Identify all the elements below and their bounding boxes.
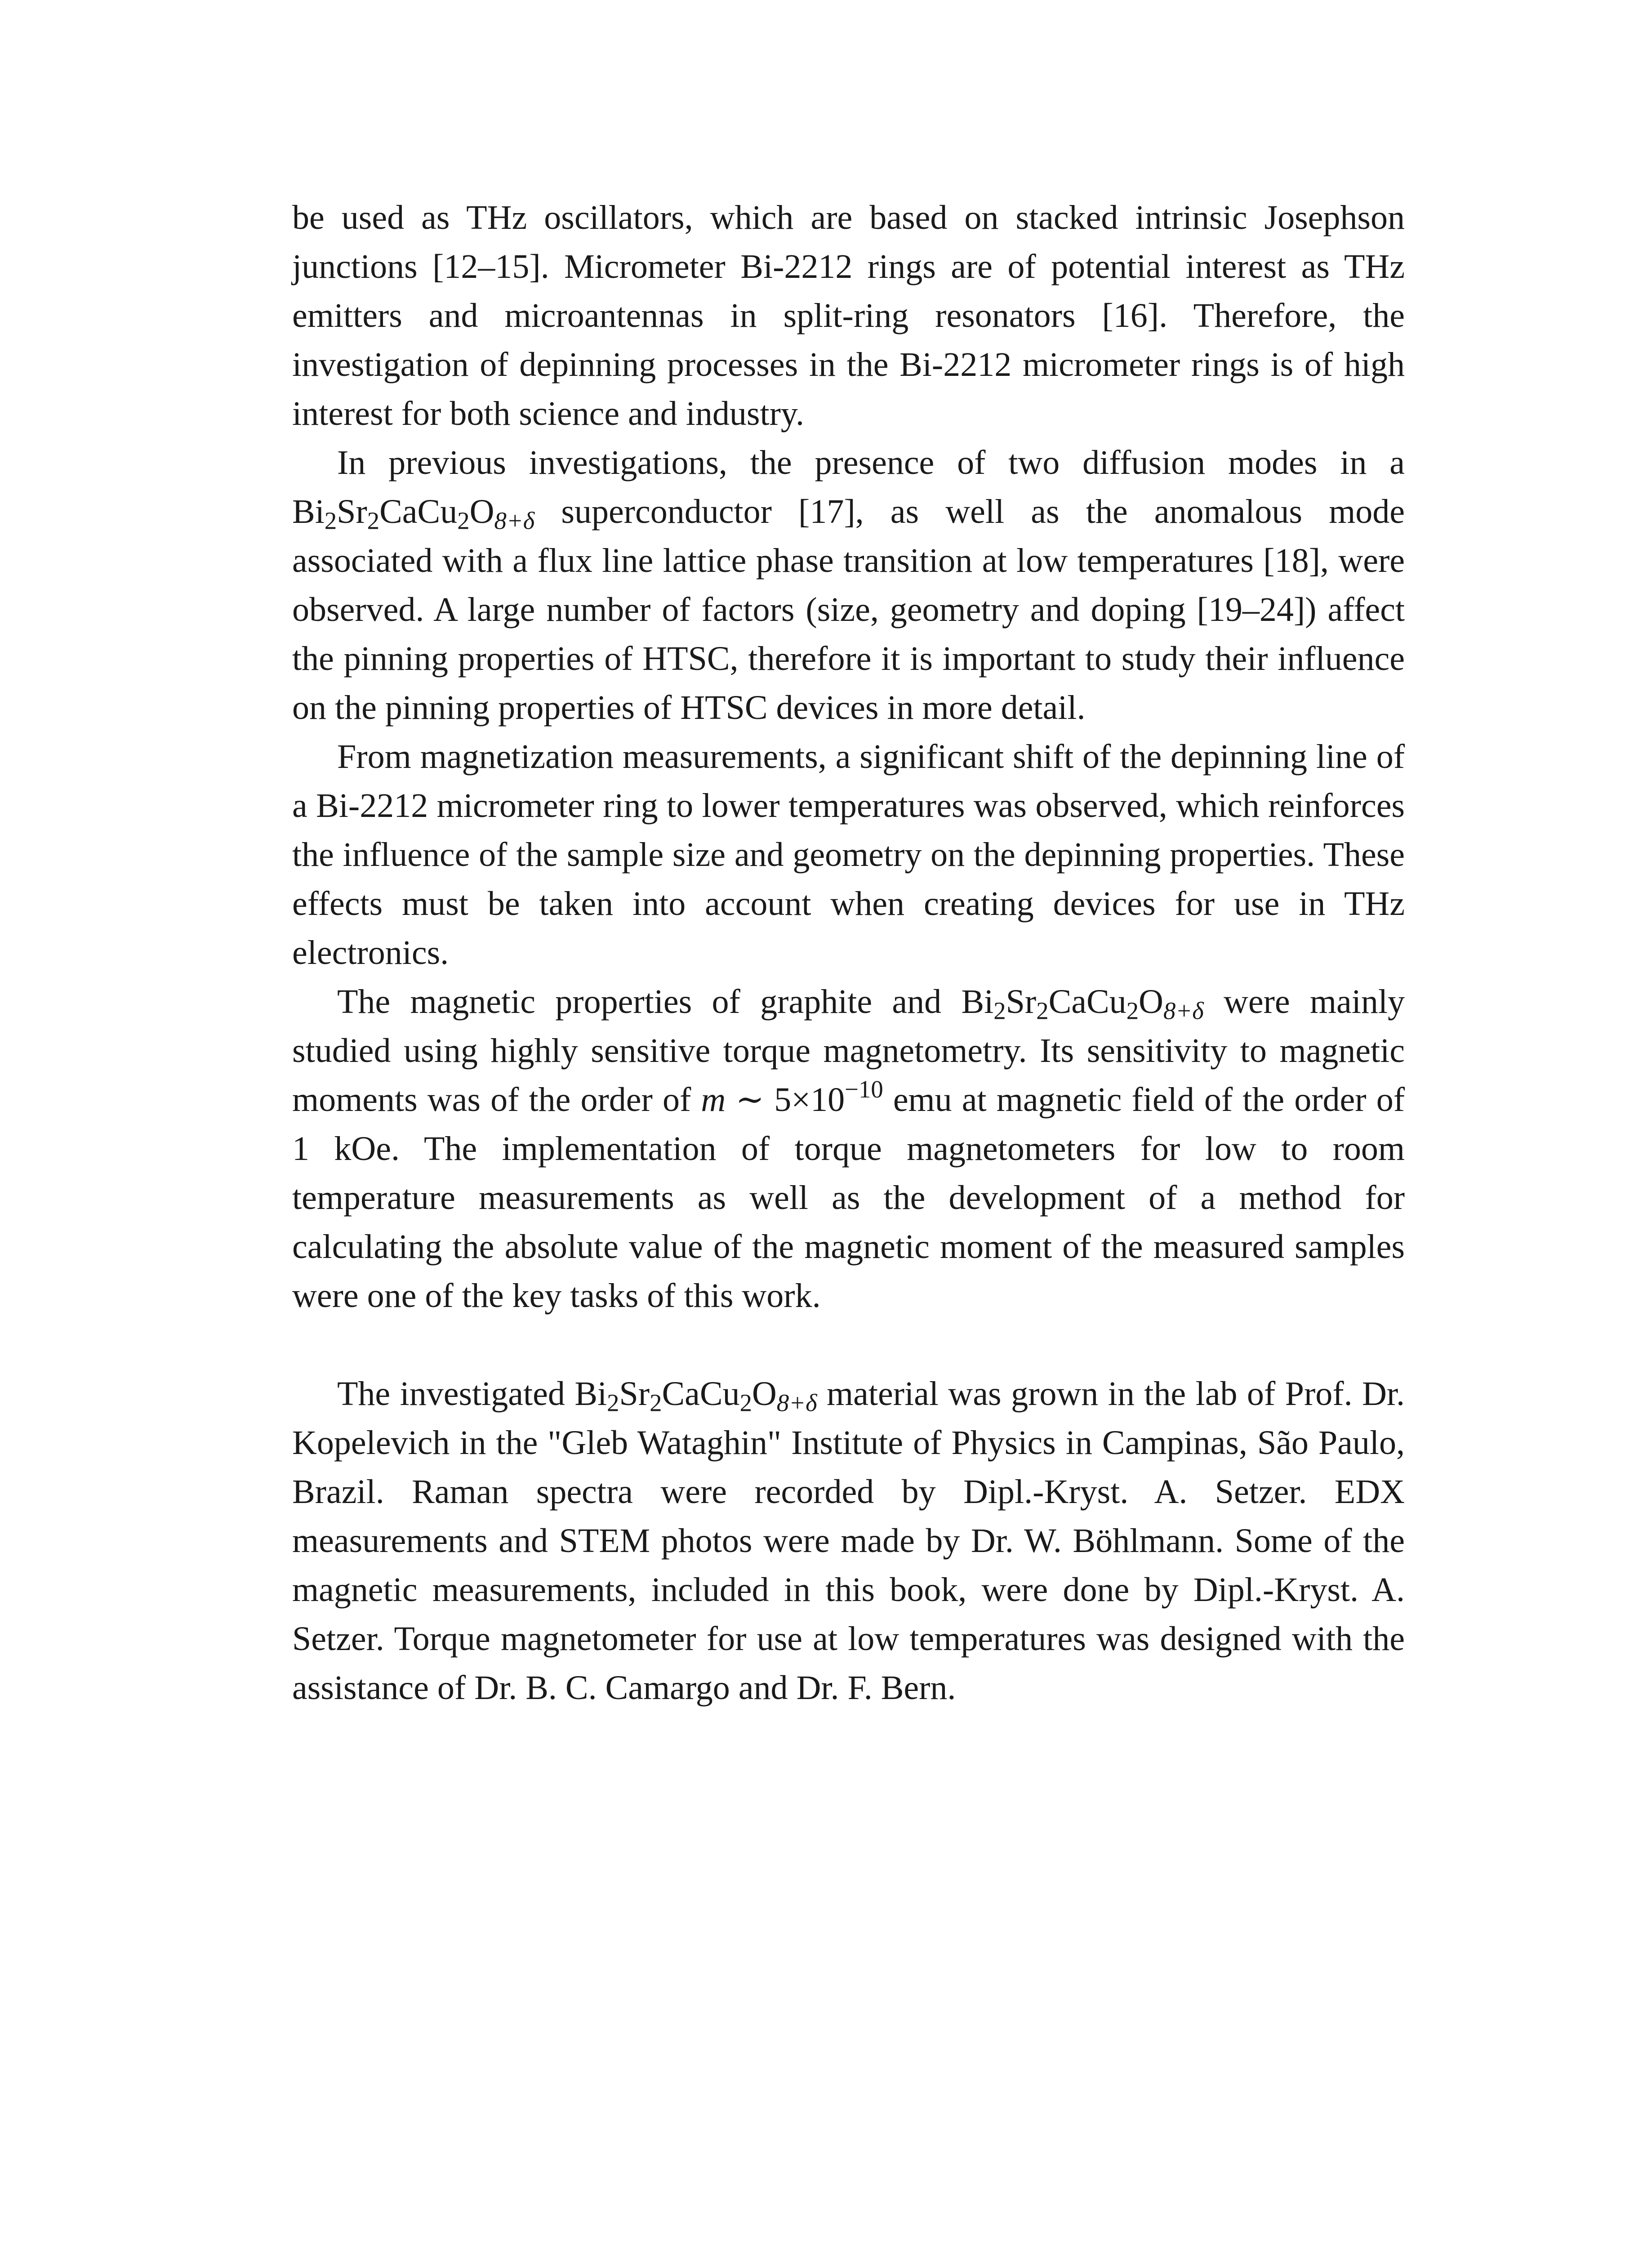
paragraph-previous-investigations <box>292 438 1405 732</box>
paragraph-magnetization: From magnetization measurements, a significant shift of the depinning line of a Bi-2212 micrometer ring to lower temperatures was observed, which reinforces the influence of the sample size and geometry on the depinning properties. These effects must be taken into account when creating devices for use in THz electronics. <box>292 738 1405 972</box>
paragraph-torque-magnetometry <box>292 977 1405 1320</box>
paragraph-text: were mainly studied using highly sensitive torque magnetometry. Its sensitivity to magnetic moments was of the order of <box>292 983 1405 1119</box>
section-spacer <box>292 1320 1405 1369</box>
math-expression: m ∼ $5\times 10^{-10}$ <box>701 1075 883 1119</box>
paragraph-text: The magnetic properties of graphite and <box>337 983 942 1021</box>
chemical-formula: $Bi_2Sr_2CaCu_2O_{8+\delta}$ <box>292 493 535 535</box>
chemical-formula: $Bi_2Sr_2CaCu_2O_{8+\delta}$ <box>574 1375 817 1417</box>
paragraph-text: material was grown in the lab of Prof. Dr. Kopelevich in the "Gleb Wataghin" Institute of Physics in Campinas, São Paulo, Brazil. Raman spectra were recorded by Dipl.-Kryst. A. Setzer. EDX measurements and STEM photos were made by Dr. W. Böhlmann. Some of the magnetic measurements, included in this book, were done by Dipl.-Kryst. A. Setzer. Torque magnetometer for use at low temperatures was designed with the assistance of Dr. B. C. Camargo and Dr. F. Bern. <box>292 1375 1405 1707</box>
page-body <box>292 193 1405 1713</box>
paragraph-text: emu at magnetic field of the order of 1 kOe. The implementation of torque magnetometers for low to room temperature measurements as well as the development of a method for calculating the absolute value of the magnetic moment of the measured samples were one of the key tasks of this work. <box>292 1081 1405 1315</box>
paragraph-text: In previous investigations, the presence of two diffusion modes in a <box>337 444 1405 482</box>
paragraph-text: The investigated <box>337 1375 565 1413</box>
paragraph-acknowledgements <box>292 1369 1405 1713</box>
paragraph-text: superconductor [17], as well as the anomalous mode associated with a flux line lattice phase transition at low temperatures [18], were observed. A large number of factors (size, geometry and doping [19–24]) affect the pinning properties of HTSC, therefore it is important to study their influence on the pinning properties of HTSC devices in more detail. <box>292 493 1405 727</box>
chemical-formula: $Bi_2Sr_2CaCu_2O_{8+\delta}$ <box>961 983 1204 1025</box>
paragraph-intro-continuation: be used as THz oscillators, which are based on stacked intrinsic Josephson junctions [12–15]. Micrometer Bi-2212 rings are of potential interest as THz emitters and microantennas in split-ring resonators [16]. Therefore, the investigation of depinning processes in the Bi-2212 micrometer rings is of high interest for both science and industry. <box>292 199 1405 433</box>
